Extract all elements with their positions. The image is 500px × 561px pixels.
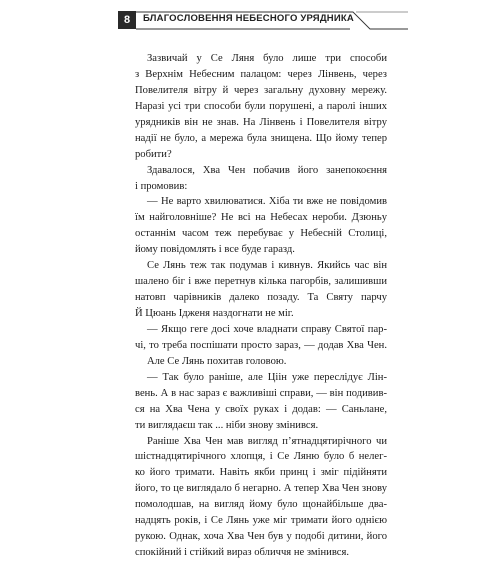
text-line: — Якщо геге досі хоче владнати справу Святої пар- xyxy=(147,323,387,335)
text-line: — Так було раніше, але Ціін уже переслідує Лін- xyxy=(147,371,387,383)
text-line: їм найголовніше? Не всі на Небесах нероби. Дзюньу xyxy=(135,212,387,224)
text-line: вень. А в нас зараз є важливіші справи, — він подивив- xyxy=(135,387,387,399)
text-line: надії не було, а мережа була знищена. Що йому тепер xyxy=(135,132,387,144)
text-line: Але Се Лянь похитав головою. xyxy=(147,355,287,367)
text-line: Раніше Хва Чен мав вигляд п’ятнадцятирічного чи xyxy=(147,435,387,447)
text-line: — Не варто хвилюватися. Хіба ти вже не повідомив xyxy=(147,196,387,208)
text-line: з Верхнім Небесним палацом: через Лінвень, через xyxy=(135,68,387,80)
body-text xyxy=(135,51,387,561)
text-line: рукою. Однак, хоча Хва Чен був у подобі дитини, його xyxy=(135,531,387,543)
text-line: ся на Хва Чена у своїх руках і додав: — Саньлане, xyxy=(135,403,387,415)
text-line: і промовив: xyxy=(135,180,188,192)
page-number: 8 xyxy=(123,14,131,26)
running-title: БЛАГОСЛОВЕННЯ НЕБЕСНОГО УРЯДНИКА xyxy=(143,13,354,24)
text-line: йому повідомлять і все буде гаразд. xyxy=(135,244,295,256)
text-line: шалено біг і вже перетнув кілька пагорбів, залишивши xyxy=(135,276,387,288)
text-line: надцять років, і Се Лянь уже міг тримати його однією xyxy=(135,515,387,527)
text-line: ко його тримати. Навіть якби принц і зміг підійняти xyxy=(135,467,387,479)
text-line: Повелителя вітру й через загальну духовну мережу. xyxy=(135,84,387,96)
text-line: робити? xyxy=(135,148,172,160)
text-line: ти виглядаєш так ... ніби знову змінився. xyxy=(135,419,319,431)
text-line: його, то це виглядало б негарно. А тепер Хва Чен знову xyxy=(135,483,387,495)
running-header xyxy=(118,10,408,32)
text-line: Зазвичай у Се Ляня було лише три способи xyxy=(147,53,387,64)
text-line: останнім часом теж перебуває у Небесній Столиці, xyxy=(135,228,387,240)
text-line: урядників він не знав. На Лінвень і Повелителя вітру xyxy=(135,116,387,128)
text-line: шістнадцятирічного хлопця, і Се Ляню було б нелег- xyxy=(135,451,387,463)
text-line: Се Лянь теж так подумав і кивнув. Якийсь час він xyxy=(147,260,387,272)
text-line: натовп чарівників далеко позаду. Та Святу парчу xyxy=(135,292,387,304)
text-line: помолодшав, на вигляд йому було щонайбільше два- xyxy=(135,499,387,511)
text-line: Й Цюань Ідженя наздогнати не міг. xyxy=(135,308,294,319)
text-line: Здавалося, Хва Чен побачив його занепокоєння xyxy=(147,164,387,176)
text-line: чі, то треба поспішати просто зараз, — додав Хва Чен. xyxy=(135,339,387,351)
text-line: Наразі усі три способи були порушені, а паролі інших xyxy=(135,100,387,112)
text-line: спокійний і стійкий вираз обличчя не змінився. xyxy=(135,547,350,559)
